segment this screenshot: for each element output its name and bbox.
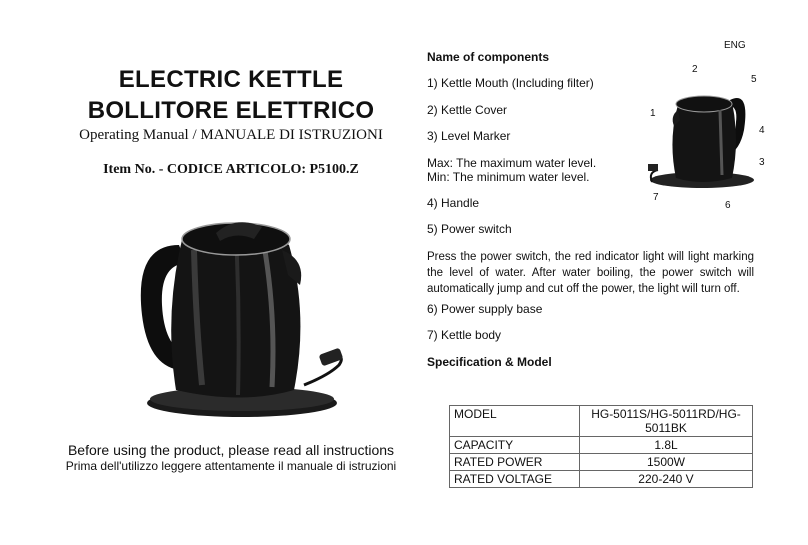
power-switch-description: Press the power switch, the red indicator light will light marking the level of water. After water boiling, the power switch will automatically jump and cut off the power, the light will turn off.: [427, 251, 754, 295]
component-item: 4) Handle: [427, 196, 480, 210]
diagram-label: 6: [725, 200, 731, 211]
diagram-label: 5: [751, 74, 757, 85]
component-item: 5) Power switch: [427, 222, 512, 236]
spec-value: HG-5011S/HG-5011RD/HG-5011BK: [580, 406, 753, 437]
spec-value: 220-240 V: [580, 471, 753, 488]
title-italian: BOLLITORE ELETTRICO: [87, 97, 375, 124]
read-instructions-note-en: Before using the product, please read all instructions: [67, 442, 395, 458]
kettle-product-image: [124, 205, 354, 425]
item-number: Item No. - CODICE ARTICOLO: P5100.Z: [103, 162, 359, 177]
component-note: Max: The maximum water level.: [427, 156, 597, 170]
language-label: ENG: [724, 40, 746, 51]
diagram-label: 1: [650, 108, 656, 119]
spec-heading: Specification & Model: [427, 355, 552, 369]
title-english: ELECTRIC KETTLE: [118, 66, 344, 93]
table-row: [450, 454, 753, 471]
spec-key: RATED VOLTAGE: [450, 471, 580, 488]
component-item: 2) Kettle Cover: [427, 103, 508, 117]
diagram-label: 3: [759, 157, 765, 168]
diagram-label: 2: [692, 64, 698, 75]
component-item: 3) Level Marker: [427, 129, 511, 143]
component-note: Min: The minimum water level.: [427, 170, 590, 184]
spec-key: MODEL: [450, 406, 580, 437]
table-row: [450, 406, 753, 437]
spec-key: CAPACITY: [450, 437, 580, 454]
spec-key: RATED POWER: [450, 454, 580, 471]
component-item: 1) Kettle Mouth (Including filter): [427, 76, 594, 90]
diagram-label: 7: [653, 192, 659, 203]
read-instructions-note-it: Prima dell'utilizzo leggere attentamente il manuale di istruzioni: [65, 459, 397, 473]
diagram-label: 4: [759, 125, 765, 136]
spec-table: [449, 405, 753, 488]
table-row: [450, 437, 753, 454]
table-row: [450, 471, 753, 488]
manual-subtitle: Operating Manual / MANUALE DI ISTRUZIONI: [79, 127, 383, 143]
spec-value: 1500W: [580, 454, 753, 471]
components-heading: Name of components: [427, 50, 550, 64]
spec-value: 1.8L: [580, 437, 753, 454]
component-item: 7) Kettle body: [427, 328, 502, 342]
component-item: 6) Power supply base: [427, 302, 543, 316]
